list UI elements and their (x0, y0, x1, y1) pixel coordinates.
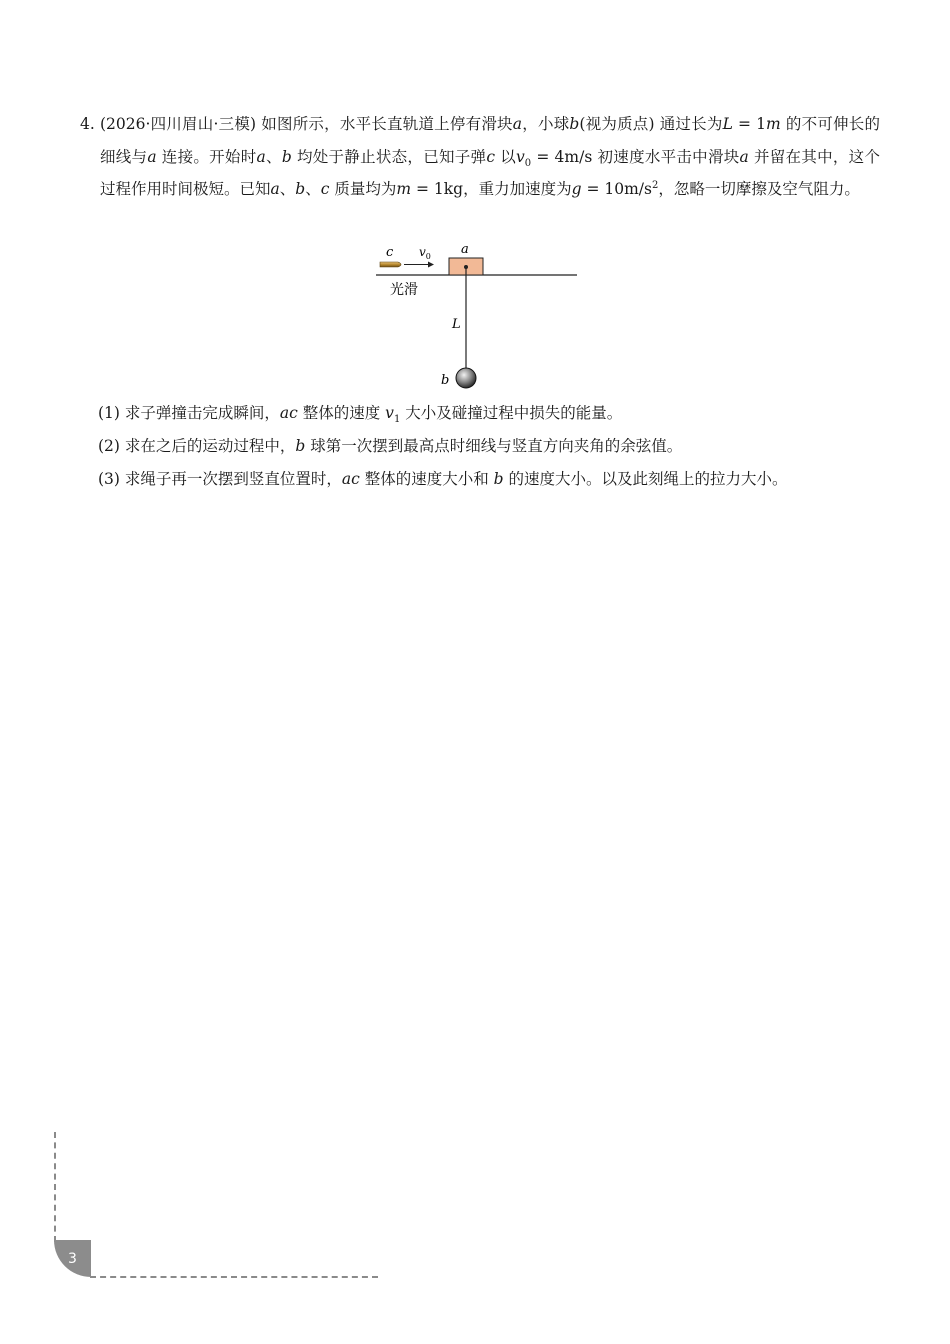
label-L: L (452, 317, 461, 332)
stem-text: 、 (279, 180, 296, 198)
label-smooth: 光滑 (390, 282, 418, 298)
label-b: b (441, 373, 450, 388)
question-text: (2) 求在之后的运动过程中， (98, 437, 296, 455)
superscript: 2 (651, 179, 659, 191)
var-b: b (295, 437, 306, 455)
question-text: 大小及碰撞过程中损失的能量。 (400, 404, 623, 422)
var-g: g (571, 180, 582, 198)
stem-text: 如图所示，水平长直轨道上停有滑块 (261, 115, 513, 133)
var-L: L (722, 115, 733, 133)
bullet-c (380, 262, 401, 267)
var-v: v (516, 147, 525, 166)
stem-text: 均处于静止状态，已知子弹 (291, 147, 487, 166)
stem-text: 、 (305, 180, 321, 198)
var-m: m (766, 115, 781, 133)
var-a: a (256, 147, 266, 166)
subscript: 0 (524, 157, 532, 169)
label-a: a (461, 242, 469, 257)
var-c: c (486, 147, 496, 166)
var-c: c (320, 180, 330, 198)
problem-number: 4. (80, 115, 95, 133)
stem-text: 的不可伸长的细线与 (100, 115, 880, 166)
var-b: b (295, 180, 306, 198)
label-c: c (386, 245, 394, 260)
stem-text: 连接。开始时 (156, 147, 257, 166)
stem-text: = 1kg，重力加速度为 (411, 180, 572, 198)
stem-text: 以 (495, 147, 517, 166)
question-text: 球第一次摆到最高点时细线与竖直方向夹角的余弦值。 (305, 437, 683, 455)
var-b: b (281, 147, 292, 166)
var-ac: ac (279, 404, 298, 422)
stem-text: = 10m/s (581, 180, 652, 198)
label-v0: $v_0$ (419, 245, 431, 261)
question-text: (1) 求子弹撞击完成瞬间， (98, 404, 280, 422)
question-text: 整体的速度 (297, 404, 386, 422)
problem-stem (80, 108, 880, 206)
ball-b (456, 368, 476, 388)
var-a: a (147, 147, 157, 166)
question-text: 的速度大小。以及此刻绳上的拉力大小。 (503, 470, 788, 488)
var-m: m (396, 180, 412, 198)
stem-text: 、 (265, 147, 282, 166)
var-b: b (493, 470, 504, 488)
question-3 (98, 469, 888, 489)
var-b: b (569, 115, 580, 133)
page-number: 3 (54, 1240, 91, 1277)
question-text: 整体的速度大小和 (359, 470, 494, 488)
stem-text: ，忽略一切摩擦及空气阻力。 (658, 180, 860, 198)
stem-text: ，小球 (522, 115, 570, 133)
var-ac: ac (341, 470, 360, 488)
stem-text: = 1 (732, 115, 767, 133)
stem-text: 质量均为 (329, 180, 397, 198)
stem-text: (视为质点) 通过长为 (579, 115, 723, 133)
problem-4 (80, 108, 880, 206)
footer-dashed-vertical (54, 1132, 56, 1242)
question-1 (98, 403, 888, 426)
var-a: a (739, 147, 749, 166)
question-2 (98, 436, 888, 456)
question-text: (3) 求绳子再一次摆到竖直位置时， (98, 470, 342, 488)
problem-source: (2026·四川眉山·三模) (99, 115, 257, 133)
stem-text: = 4m/s 初速度水平击中滑块 (531, 147, 740, 166)
subscript: 1 (393, 414, 401, 426)
arrow-head (428, 262, 434, 268)
stem-text: 并留在其中，这个过程作用时间极短。已知 (100, 147, 880, 198)
var-a: a (512, 115, 523, 133)
var-a: a (270, 180, 280, 198)
pendulum-diagram (370, 238, 585, 398)
var-v: v (385, 404, 394, 422)
footer-dashed-horizontal (90, 1276, 378, 1278)
